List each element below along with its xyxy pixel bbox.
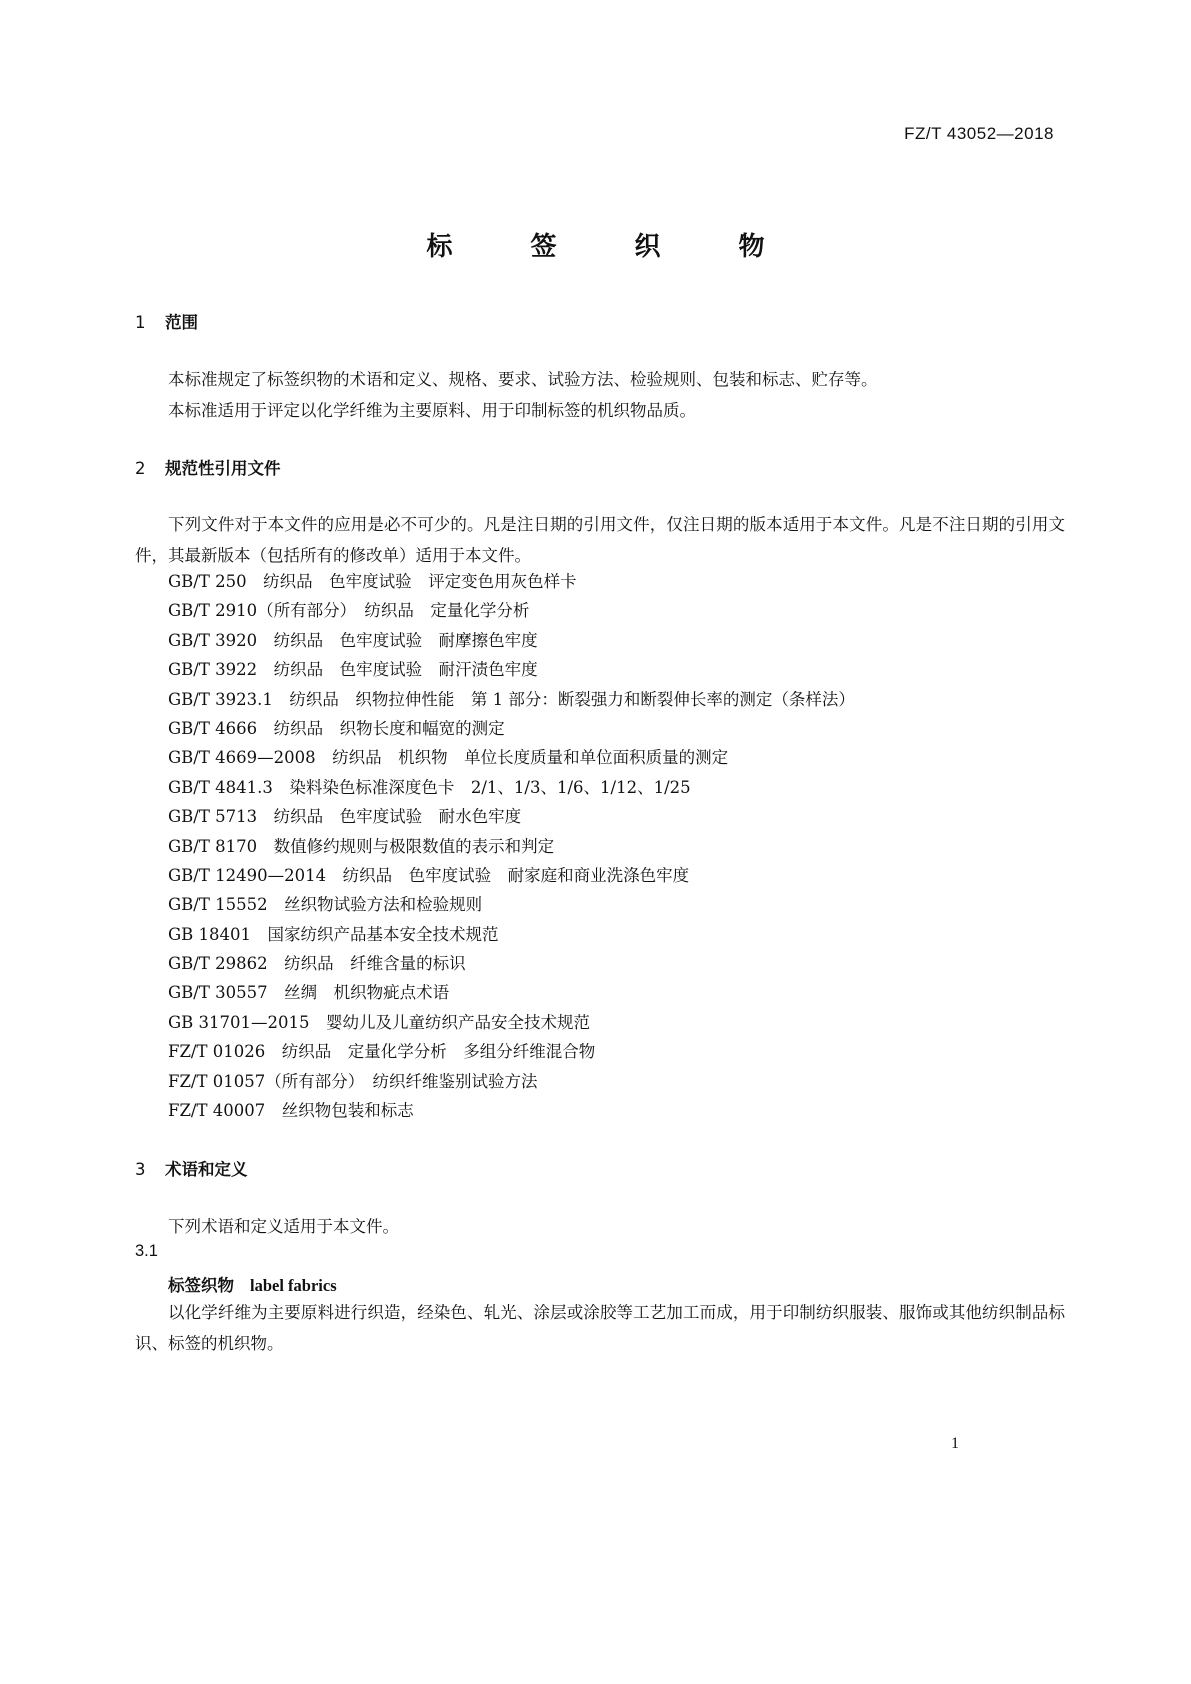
section-title: 范围 [165,313,198,332]
term-definition: 以化学纤维为主要原料进行织造，经染色、轧光、涂层或涂胶等工艺加工而成，用于印制纺织服装、服饰或其他纺织制品标识、标签的机织物。 [135,1303,1065,1353]
reference-item: FZ/T 40007 丝织物包装和标志 [168,1101,414,1121]
section-heading-terms [135,1156,248,1180]
reference-item: GB/T 8170 数值修约规则与极限数值的表示和判定 [168,836,555,856]
scope-paragraph-1: 本标准规定了标签织物的术语和定义、规格、要求、试验方法、检验规则、包装和标志、贮存等。 [168,370,878,389]
reference-list [168,567,855,1125]
scope-paragraph-2: 本标准适用于评定以化学纤维为主要原料、用于印制标签的机织物品质。 [168,401,696,420]
reference-item: GB 31701—2015 婴幼儿及儿童纺织产品安全技术规范 [168,1012,591,1032]
reference-item: GB 18401 国家纺织产品基本安全技术规范 [168,924,499,944]
section-number: 1 [135,313,146,332]
reference-item: GB/T 30557 丝绸 机织物疵点术语 [168,983,450,1003]
reference-item: GB/T 250 纺织品 色牢度试验 评定变色用灰色样卡 [168,572,577,591]
term-entry-number: 3.1 [135,1242,158,1260]
reference-item: GB/T 2910（所有部分） 纺织品 定量化学分析 [168,601,530,621]
section-title: 规范性引用文件 [165,459,281,478]
section-title: 术语和定义 [165,1160,248,1179]
reference-item: GB/T 4666 纺织品 织物长度和幅宽的测定 [168,718,505,738]
reference-item: GB/T 4841.3 染料染色标准深度色卡 2/1、1/3、1/6、1/12、1/25 [168,777,691,797]
reference-item: GB/T 3923.1 纺织品 织物拉伸性能 第 1 部分：断裂强力和断裂伸长率的测定（条样法） [168,689,855,709]
reference-item: GB/T 5713 纺织品 色牢度试验 耐水色牢度 [168,807,522,827]
term-chinese: 标签织物 [168,1276,234,1295]
section-heading-scope [135,309,198,333]
reference-item: FZ/T 01057（所有部分） 纺织纤维鉴别试验方法 [168,1071,538,1091]
reference-item: FZ/T 01026 纺织品 定量化学分析 多组分纤维混合物 [168,1042,596,1062]
terms-intro: 下列术语和定义适用于本文件。 [168,1217,399,1236]
reference-item: GB/T 3922 纺织品 色牢度试验 耐汗渍色牢度 [168,660,538,680]
page-number: 1 [951,1435,959,1452]
term-english: label fabrics [250,1276,337,1295]
reference-item: GB/T 4669—2008 纺织品 机织物 单位长度质量和单位面积质量的测定 [168,748,729,768]
term-heading [168,1272,337,1296]
references-intro: 下列文件对于本文件的应用是必不可少的。凡是注日期的引用文件，仅注日期的版本适用于本文件。凡是不注日期的引用文件，其最新版本（包括所有的修改单）适用于本文件。 [135,515,1065,565]
section-number: 2 [135,459,146,478]
standard-code: FZ/T 43052—2018 [904,124,1054,143]
reference-item: GB/T 12490—2014 纺织品 色牢度试验 耐家庭和商业洗涤色牢度 [168,865,690,885]
reference-item: GB/T 15552 丝织物试验方法和检验规则 [168,895,483,915]
reference-item: GB/T 3920 纺织品 色牢度试验 耐摩擦色牢度 [168,630,538,650]
section-heading-references [135,455,281,479]
document-title: 标 签 织 物 [426,232,791,262]
section-number: 3 [135,1160,146,1179]
reference-item: GB/T 29862 纺织品 纤维含量的标识 [168,954,466,974]
